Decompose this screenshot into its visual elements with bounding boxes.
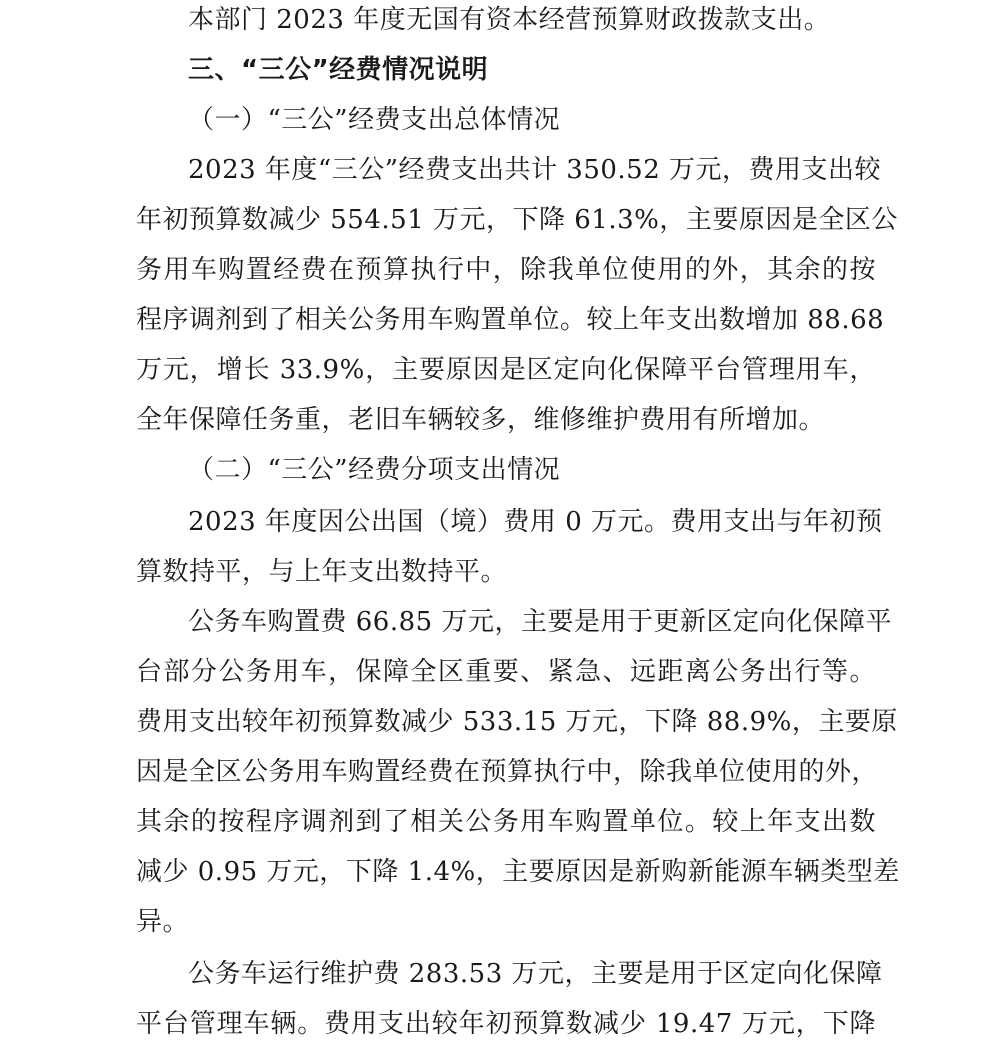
paragraph-line: 年初预算数减少 554.51 万元，下降 61.3%，主要原因是全区公 <box>136 205 898 235</box>
paragraph-line: 2023 年度“三公”经费支出共计 350.52 万元，费用支出较 <box>188 155 882 185</box>
subsection-heading: （一）“三公”经费支出总体情况 <box>188 105 561 135</box>
paragraph-line: 程序调剂到了相关公务用车购置单位。较上年支出数增加 88.68 <box>136 305 885 335</box>
paragraph-line: 公务车运行维护费 283.53 万元，主要是用于区定向化保障 <box>188 959 883 989</box>
section-heading: 三、“三公”经费情况说明 <box>188 55 489 85</box>
paragraph-line: 异。 <box>136 907 190 937</box>
paragraph-line: 本部门 2023 年度无国有资本经营预算财政拨款支出。 <box>188 5 831 35</box>
paragraph-line: 全年保障任务重，老旧车辆较多，维修维护费用有所增加。 <box>136 405 826 435</box>
paragraph-line: 务用车购置经费在预算执行中，除我单位使用的外，其余的按 <box>136 255 876 285</box>
paragraph-line: 2023 年度因公出国（境）费用 0 万元。费用支出与年初预 <box>188 507 883 537</box>
paragraph-line: 其余的按程序调剂到了相关公务用车购置单位。较上年支出数 <box>136 807 876 837</box>
paragraph-line: 万元，增长 33.9%，主要原因是区定向化保障平台管理用车， <box>136 355 876 385</box>
paragraph-line: 台部分公务用车，保障全区重要、紧急、远距离公务出行等。 <box>136 657 876 687</box>
subsection-heading: （二）“三公”经费分项支出情况 <box>188 455 561 485</box>
paragraph-line: 平台管理车辆。费用支出较年初预算数减少 19.47 万元，下降 <box>136 1009 876 1039</box>
paragraph-line: 算数持平，与上年支出数持平。 <box>136 557 508 587</box>
paragraph-line: 因是全区公务用车购置经费在预算执行中，除我单位使用的外， <box>136 757 879 787</box>
paragraph-line: 减少 0.95 万元，下降 1.4%，主要原因是新购新能源车辆类型差 <box>136 857 900 887</box>
paragraph-line: 费用支出较年初预算数减少 533.15 万元，下降 88.9%，主要原 <box>136 707 898 737</box>
paragraph-line: 公务车购置费 66.85 万元，主要是用于更新区定向化保障平 <box>188 607 892 637</box>
